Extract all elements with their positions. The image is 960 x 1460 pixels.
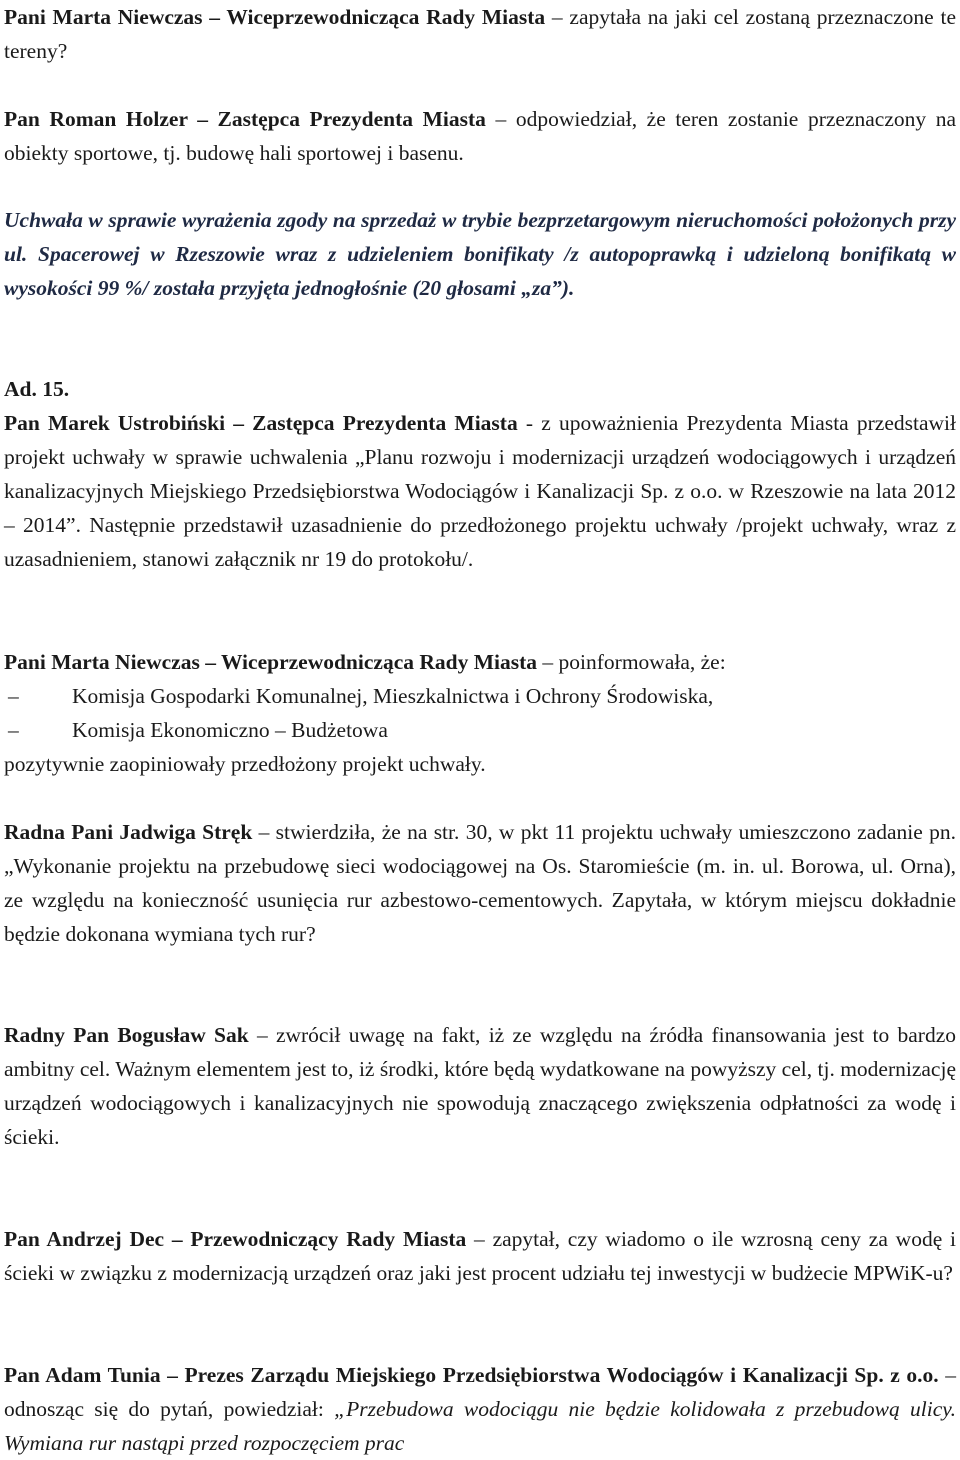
speaker-name: Pan Roman Holzer – Zastępca Prezydenta Miasta [4,107,486,131]
commission-list [4,679,956,747]
paragraph-strek [4,815,956,951]
paragraph-text: – poinformowała, że: [537,650,726,674]
speaker-name: Radny Pan Bogusław Sak [4,1023,249,1047]
paragraph-text: - z upoważnienia Prezydenta Miasta przedstawił projekt uchwały w sprawie uchwalenia „Planu rozwoju i modernizacji urządzeń wodociągowych i urządzeń kanalizacyjnych Miejskiego Przedsiębiorstwa Wodociągów i Kanalizacji Sp. z o.o. w Rzeszowie na lata 2012 – 2014”. Następnie przedstawił uzasadnienie do przedłożonego projektu uchwały /projekt uchwały, wraz z uzasadnieniem, stanowi załącznik nr 19 do protokołu/. [4,411,956,571]
resolution-statement [4,203,956,305]
speaker-name: Pani Marta Niewczas – Wiceprzewodnicząca Rady Miasta [4,650,538,674]
paragraph-text: – stwierdziła, że na str. 30, w pkt 11 projektu uchwały umieszczono zadanie pn. „Wykonanie projektu na przebudowę sieci wodociągowej na Os. Staromieście (m. in. ul. Borowa, ul. Orna), ze względu na konieczność usunięcia rur azbestowo-cementowych. Zapytała, w którym miejscu dokładnie będzie dokonana wymiana tych rur? [4,820,956,946]
list-item: – Komisja Ekonomiczno – Budżetowa [4,713,956,747]
agenda-item-15 [4,372,956,576]
speaker-name: Pan Adam Tunia – Prezes Zarządu Miejskiego Przedsiębiorstwa Wodociągów i Kanalizacji Sp. z o.o. [4,1363,939,1387]
paragraph-text: – zwrócił uwagę na fakt, iż ze względu na źródła finansowania jest to bardzo ambitny cel. Ważnym elementem jest to, iż środki, które będą wydatkowane na powyższy cel, tj. modernizację urządzeń wodociągowych i kanalizacyjnych nie spowodują znaczącego zwiększenia odpłatności za wodę i ścieki. [4,1023,956,1149]
paragraph-niewczas-question [4,0,956,68]
speaker-name: Pan Andrzej Dec – Przewodniczący Rady Miasta [4,1227,467,1251]
paragraph-text: – zapytała na jaki cel zostaną przeznaczone te tereny? [4,5,956,63]
paragraph-sak [4,1018,956,1154]
quote-text: „Przebudowa wodociągu nie będzie kolidowała z przebudową ulicy. Wymiana rur nastąpi przed rozpoczęciem prac [4,1397,956,1455]
paragraph-text: – odpowiedział, że teren zostanie przeznaczony na obiekty sportowe, tj. budowę hali sportowej i basenu. [4,107,956,165]
speaker-name: Pan Marek Ustrobiński – Zastępca Prezydenta Miasta [4,411,518,435]
paragraph-tunia [4,1358,956,1460]
paragraph-niewczas-commissions [4,645,956,781]
list-item: – Komisja Gospodarki Komunalnej, Mieszkalnictwa i Ochrony Środowiska, [4,679,956,713]
ad-heading: Ad. 15. [4,377,70,401]
resolution-text: Uchwała w sprawie wyrażenia zgody na sprzedaż w trybie bezprzetargowym nieruchomości położonych przy ul. Spacerowej w Rzeszowie wraz z udzieleniem bonifikaty /z autopoprawką i udzieloną bonifikatą w wysokości 99 %/ została przyjęta jednogłośnie (20 głosami „za”). [4,208,956,300]
speaker-name: Radna Pani Jadwiga Stręk [4,820,253,844]
paragraph-holzer-answer [4,102,956,170]
paragraph-text: – odnosząc się do pytań, powiedział: [4,1363,956,1421]
speaker-name: Pani Marta Niewczas – Wiceprzewodnicząca Rady Miasta [4,5,546,29]
paragraph-text: pozytywnie zaopiniowały przedłożony projekt uchwały. [4,752,486,776]
paragraph-dec [4,1222,956,1290]
paragraph-text: – zapytał, czy wiadomo o ile wzrosną ceny za wodę i ścieki w związku z modernizacją urządzeń oraz jaki jest procent udziału tej inwestycji w budżecie MPWiK-u? [4,1227,956,1285]
